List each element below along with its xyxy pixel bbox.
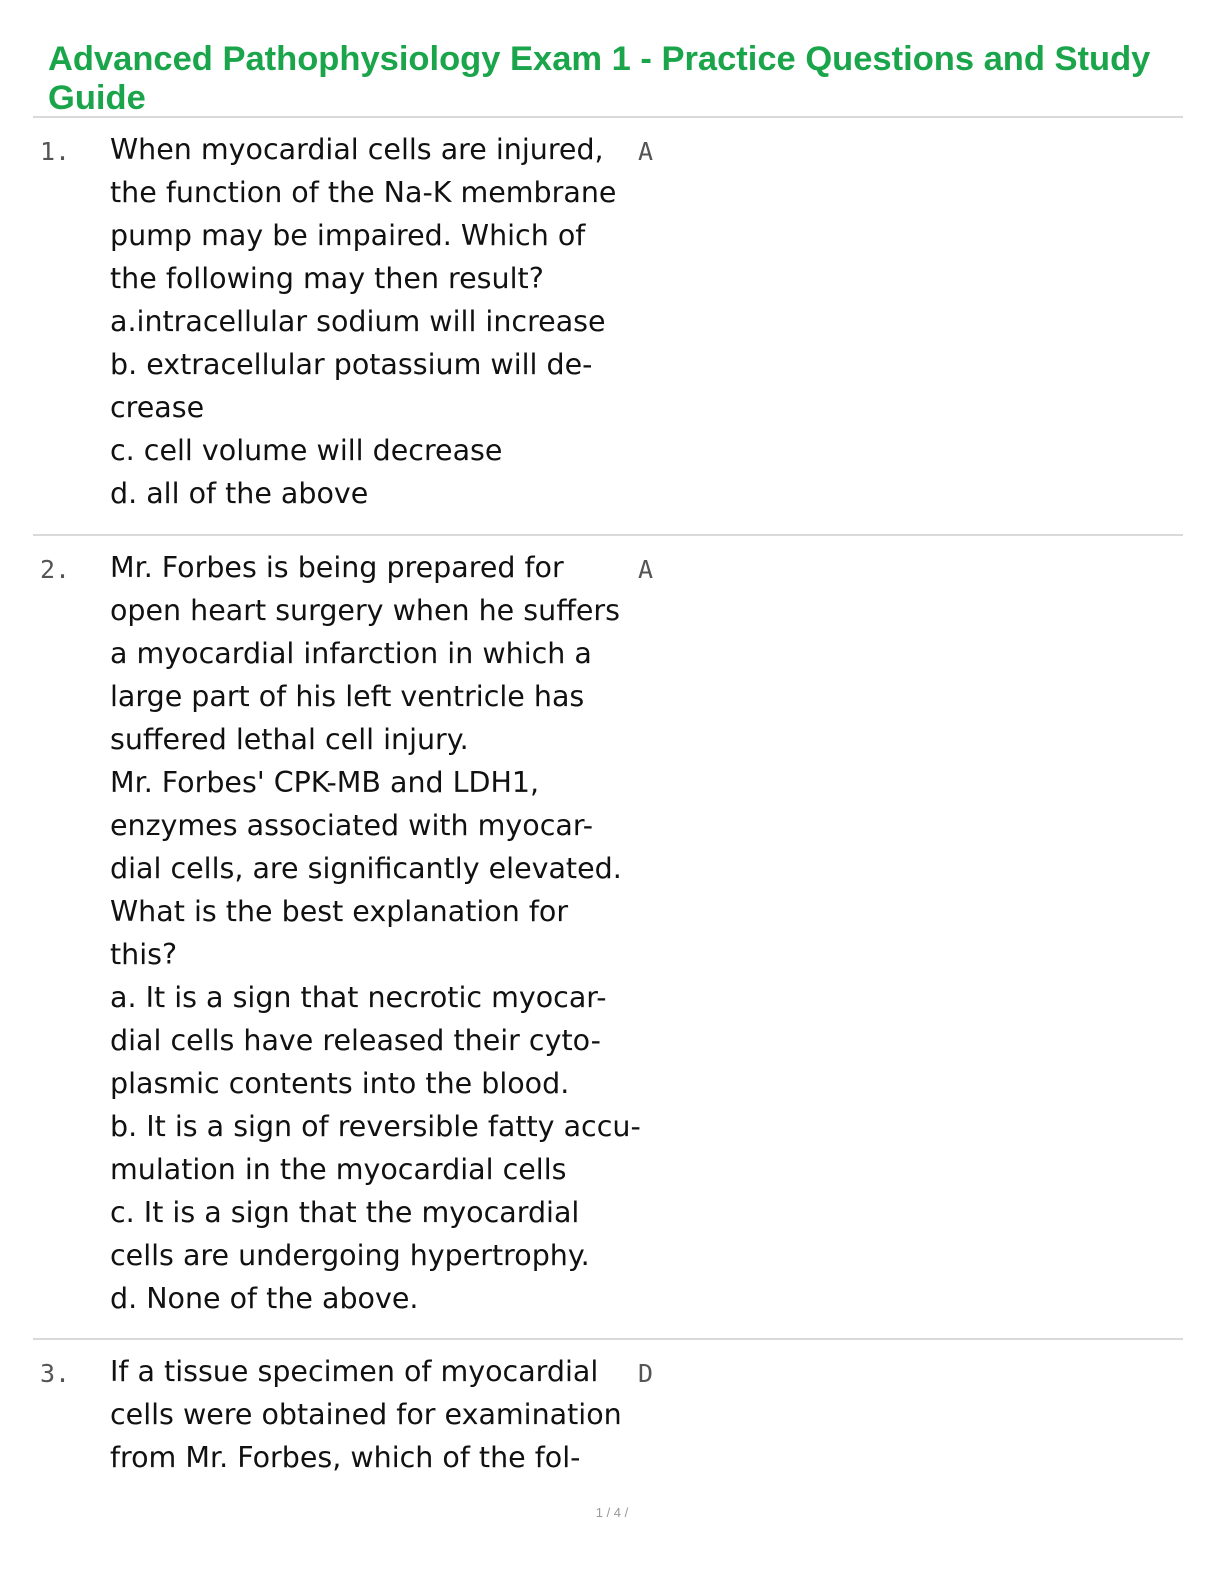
question-line: a.intracellular sodium will increase bbox=[110, 305, 606, 338]
question-line: d. all of the above bbox=[110, 477, 369, 510]
question-line: c. It is a sign that the myocardial bbox=[110, 1196, 580, 1229]
question-line: What is the best explanation for bbox=[110, 895, 569, 928]
question-line: crease bbox=[110, 391, 205, 424]
question-line: the following may then result? bbox=[110, 262, 544, 295]
divider bbox=[33, 534, 1183, 536]
answer-key: A bbox=[638, 137, 654, 166]
question-text bbox=[110, 1350, 640, 1479]
question-line: cells are undergoing hypertrophy. bbox=[110, 1239, 590, 1272]
answer-key: A bbox=[638, 555, 654, 584]
question-line: the function of the Na-K membrane bbox=[110, 176, 617, 209]
question-line: d. None of the above. bbox=[110, 1282, 419, 1315]
question-number: 3. bbox=[40, 1359, 71, 1388]
question-line: b. It is a sign of reversible fatty accu- bbox=[110, 1110, 641, 1143]
question-line: large part of his left ventricle has bbox=[110, 680, 585, 713]
question-line: open heart surgery when he suffers bbox=[110, 594, 620, 627]
question-line: pump may be impaired. Which of bbox=[110, 219, 586, 252]
question-line: suffered lethal cell injury. bbox=[110, 723, 469, 756]
question-line: mulation in the myocardial cells bbox=[110, 1153, 567, 1186]
question-line: cells were obtained for examination bbox=[110, 1398, 622, 1431]
question-number: 1. bbox=[40, 137, 71, 166]
question-line: dial cells, are significantly elevated. bbox=[110, 852, 622, 885]
question-line: a. It is a sign that necrotic myocar- bbox=[110, 981, 607, 1014]
question-line: enzymes associated with myocar- bbox=[110, 809, 594, 842]
question-line: c. cell volume will decrease bbox=[110, 434, 503, 467]
question-line: Mr. Forbes is being prepared for bbox=[110, 551, 564, 584]
question-line: a myocardial infarction in which a bbox=[110, 637, 592, 670]
question-line: from Mr. Forbes, which of the fol- bbox=[110, 1441, 581, 1474]
question-number: 2. bbox=[40, 555, 71, 584]
question-line: plasmic contents into the blood. bbox=[110, 1067, 570, 1100]
answer-key: D bbox=[638, 1359, 654, 1388]
question-line: Mr. Forbes' CPK-MB and LDH1, bbox=[110, 766, 540, 799]
divider bbox=[33, 1338, 1183, 1340]
question-text bbox=[110, 128, 640, 515]
question-line: If a tissue specimen of myocardial bbox=[110, 1355, 599, 1388]
question-line: dial cells have released their cyto- bbox=[110, 1024, 601, 1057]
question-text bbox=[110, 546, 640, 1320]
divider bbox=[33, 116, 1183, 118]
question-line: When myocardial cells are injured, bbox=[110, 133, 604, 166]
page-number: 1 / 4 / bbox=[595, 1505, 629, 1520]
question-line: this? bbox=[110, 938, 178, 971]
question-line: b. extracellular potassium will de- bbox=[110, 348, 593, 381]
document-title: Advanced Pathophysiology Exam 1 - Practice Questions and Study Guide bbox=[48, 40, 1151, 117]
